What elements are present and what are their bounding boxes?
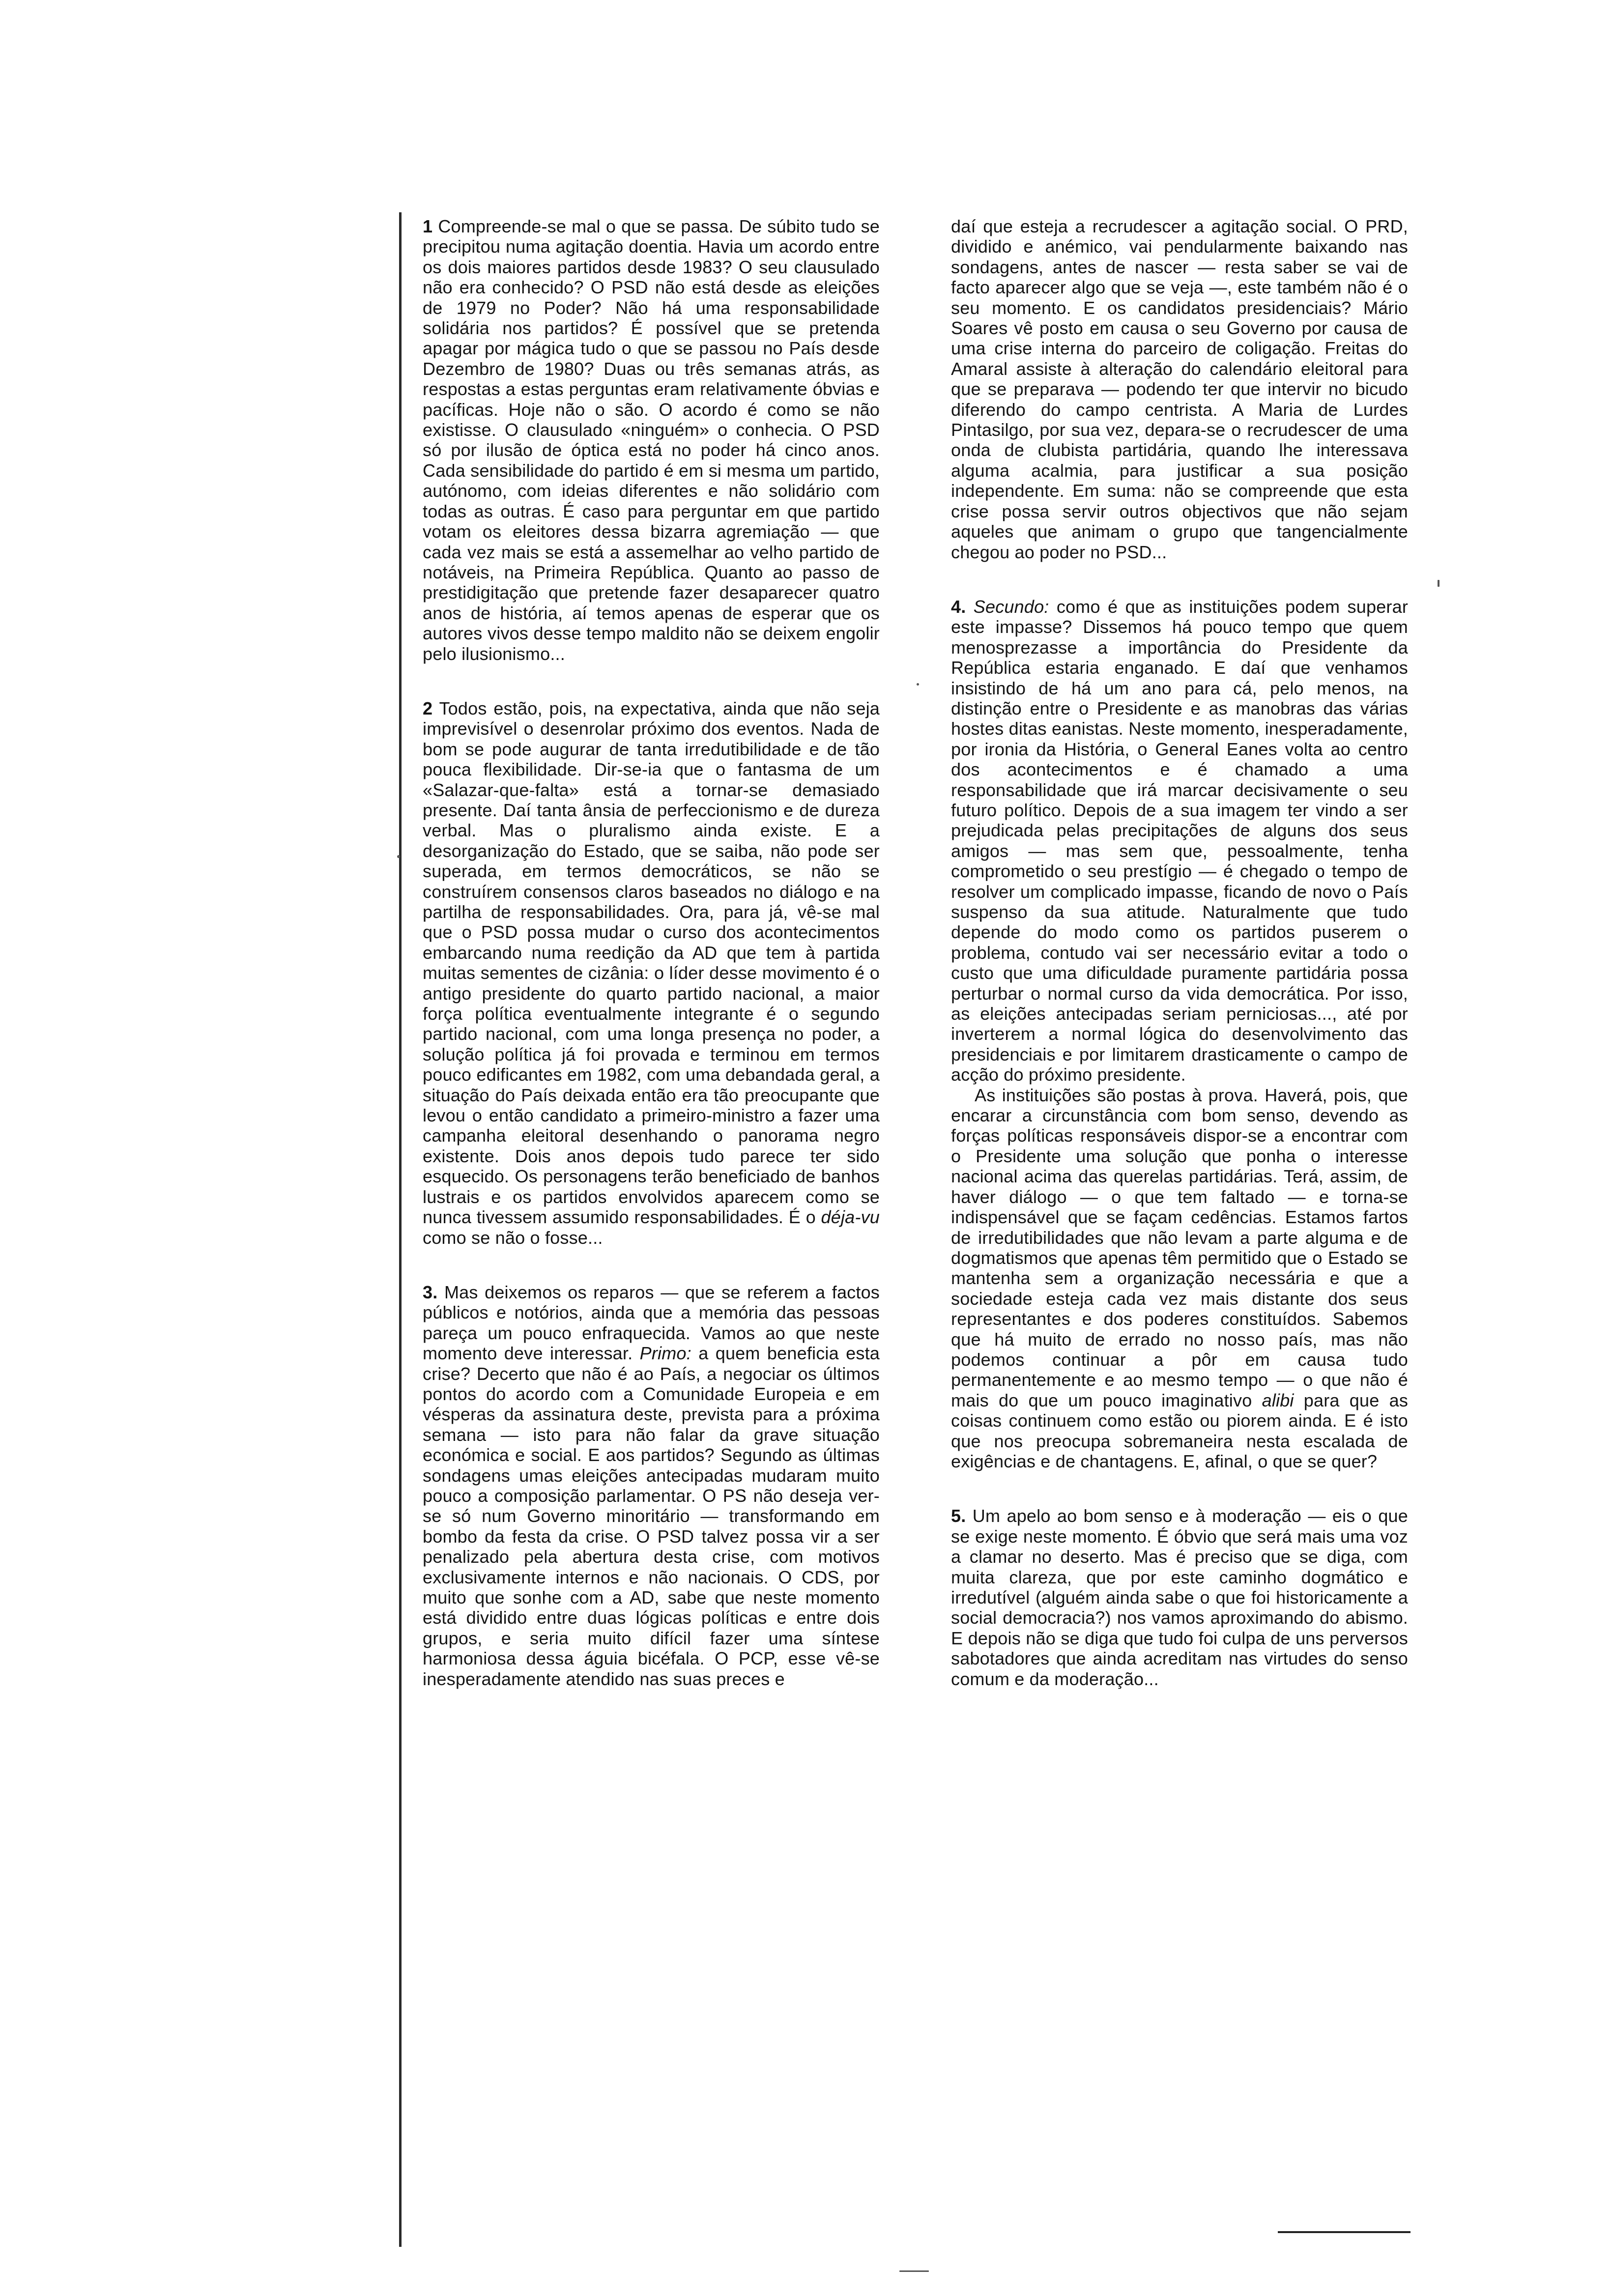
section-2-paragraph — [423, 698, 880, 1248]
section-5-number: 5. — [951, 1506, 966, 1526]
section-2-tail: como se não o fosse... — [423, 1227, 603, 1248]
section-3-text-b: a quem beneficia esta crise? Decerto que não é ao País, a negociar os últimos pontos do acordo com a Comunidade Europeia e em vésperas da assinatura deste, prevista para a próxima semana — isto para não falar da grave situação económica e social. E aos partidos? Segundo as últimas sondagens umas eleições antecipadas mudaram muito pouco a composição parlamentar. O PS não deseja ver-se só num Governo minoritário — transformando em bombo da festa da crise. O PSD talvez possa vir a ser penalizado pela abertura desta crise, com motivos exclusivamente internos e não nacionais. O CDS, por muito que sonhe com a AD, sabe que neste momento está dividido entre duas lógicas políticas e entre dois grupos, e seria muito difícil fazer uma síntese harmoniosa dessa águia bicéfala. O PCP, esse vê-se inesperadamente atendido nas suas preces e — [423, 1343, 880, 1689]
section-3-italic: Primo: — [639, 1343, 691, 1364]
section-4 — [951, 597, 1408, 1471]
section-5-paragraph — [951, 1506, 1408, 1689]
section-4-paragraph-2 — [951, 1085, 1408, 1472]
section-4-number: 4. — [951, 596, 966, 617]
section-3 — [423, 1282, 880, 1689]
section-3-continued-paragraph: daí que esteja a recrudescer a agitação social. O PRD, dividido e anémico, vai pendularmente baixando nas sondagens, antes de nascer — resta saber se vai de facto aparecer algo que se veja —, este também não é o seu momento. E os candidatos presidenciais? Mário Soares vê posto em causa o seu Governo por causa de uma crise interna do parceiro de coligação. Freitas do Amaral assiste à alteração do calendário eleitoral para que se preparava — podendo ter que intervir no bicudo diferendo do campo centrista. A Maria de Lurdes Pintasilgo, por sua vez, depara-se o recrudescer de uma onda de clubista partidária, quando lhe interessava alguma acalmia, para justificar a sua posição independente. Em suma: não se compreende que esta crise possa servir outros objectivos que não sejam aqueles que animam o grupo que tangencialmente chegou ao poder no PSD... — [951, 216, 1408, 562]
scan-speck — [899, 2270, 929, 2272]
section-3-paragraph — [423, 1282, 880, 1689]
section-2-number: 2 — [423, 698, 433, 718]
section-4-italic: Secundo: — [973, 596, 1049, 617]
section-1 — [423, 216, 880, 664]
section-2-italic: déja-vu — [821, 1207, 880, 1228]
right-column — [951, 216, 1408, 1723]
scan-speck — [397, 855, 400, 858]
section-2 — [423, 698, 880, 1248]
section-4-paragraph — [951, 597, 1408, 1085]
section-4-text-3: para que as coisas continuem como estão ou piorem ainda. E é isto que nos preocupa sobremaneira nesta escalada de exigências e de chantagens. E, afinal, o que se quer? — [951, 1390, 1409, 1471]
end-of-article-rule — [1278, 2231, 1410, 2233]
column-margin-rule — [399, 212, 402, 2247]
scan-speck — [1438, 580, 1439, 587]
section-3-number: 3. — [423, 1282, 438, 1302]
scan-speck — [917, 683, 919, 686]
section-1-text: Compreende-se mal o que se passa. De súbito tudo se precipitou numa agitação doentia. Havia um acordo entre os dois maiores partidos desde 1983? O seu clausulado não era conhecido? O PSD não está desde as eleições de 1979 no Poder? Não há uma responsabilidade solidária nos partidos? É possível que se pretenda apagar por mágica tudo o que se passou no País desde Dezembro de 1980? Duas ou três semanas atrás, as respostas a estas perguntas eram relativamente óbvias e pacíficas. Hoje não o são. O acordo é como se não existisse. O clausulado «ninguém» o conhecia. O PSD só por ilusão de óptica está no poder há cinco anos. Cada sensibilidade do partido é em si mesma um partido, autónomo, com ideias diferentes e não solidário com todas as outras. É caso para perguntar em que partido votam os eleitores dessa bizarra agremiação — que cada vez mais se está a assemelhar ao velho partido de notáveis, na Primeira República. Quanto ao passo de prestidigitação que pretende fazer desaparecer quatro anos de história, aí temos apenas de esperar que os autores vivos desse tempo maldito não se deixem engolir pelo ilusionismo... — [423, 216, 880, 664]
section-1-paragraph — [423, 216, 880, 664]
left-column — [423, 216, 880, 1723]
section-3-continued — [951, 216, 1408, 562]
section-4-text: como é que as instituições podem superar este impasse? Dissemos há pouco tempo que quem menosprezasse a importância do Presidente da República estaria enganado. E daí que venhamos insistindo de há um ano para cá, pelo menos, na distinção entre o Presidente e as manobras das várias hostes ditas eanistas. Neste momento, inesperadamente, por ironia da História, o General Eanes volta ao centro dos acontecimentos e é chamado a uma responsabilidade que irá marcar decisivamente o seu futuro político. Depois de a sua imagem ter vindo a ser prejudicada pelas precipitações de alguns dos seus amigos — mas sem que, pessoalmente, tenha comprometido o seu prestígio — é chegado o tempo de resolver um complicado impasse, ficando de novo o País suspenso da sua atitude. Naturalmente que tudo depende do modo como os partidos puserem o problema, contudo vai ser necessário evitar a todo o custo que uma dificuldade puramente partidária possa perturbar o normal curso da vida democrática. Por isso, as eleições antecipadas seriam perniciosas..., até por inverterem a normal lógica do desenvolvimento das presidenciais e por limitarem drasticamente o campo de acção do próximo presidente. — [951, 596, 1409, 1085]
section-2-text: Todos estão, pois, na expectativa, ainda que não seja imprevisível o desenrolar próximo dos eventos. Nada de bom se pode augurar de tanta irredutibilidade e de tão pouca flexibilidade. Dir-se-ia que o fantasma de um «Salazar-que-falta» está a tornar-se demasiado presente. Daí tanta ânsia de perfeccionismo e de dureza verbal. Mas o pluralismo ainda existe. E a desorganização do Estado, que se saiba, não pode ser superada, em termos democráticos, se não se construírem consensos claros baseados no diálogo e na partilha de responsabilidades. Ora, para já, vê-se mal que o PSD possa mudar o curso dos acontecimentos embarcando numa reedição da AD que tem à partida muitas sementes de cizânia: o líder desse movimento é o antigo presidente do quarto partido nacional, a maior força política eventualmente integrante é o segundo partido nacional, com uma longa presença no poder, a solução política já foi provada e terminou em termos pouco edificantes em 1982, com uma debandada geral, a situação do País deixada então era tão preocupante que levou o então candidato a primeiro-ministro a fazer uma campanha eleitoral desenhando o panorama negro existente. Dois anos depois tudo parece ter sido esquecido. Os personagens terão beneficiado de banhos lustrais e os partidos envolvidos aparecem como se nunca tivessem assumido responsabilidades. É o — [423, 698, 880, 1228]
section-5 — [951, 1506, 1408, 1689]
section-5-text: Um apelo ao bom senso e à moderação — eis o que se exige neste momento. É óbvio que será mais uma voz a clamar no deserto. Mas é preciso que se diga, com muita clareza, que por este caminho dogmático e irredutível (alguém ainda sabe o que foi historicamente a social democracia?) nos vamos aproximando do abismo. E depois não se diga que tudo foi culpa de uns perversos sabotadores que ainda acreditam nas virtudes do senso comum e da moderação... — [951, 1506, 1408, 1689]
section-4-text-2: As instituições são postas à prova. Haverá, pois, que encarar a circunstância com bom senso, devendo as forças políticas responsáveis dispor-se a encontrar com o Presidente uma solução que ponha o interesse nacional acima das querelas partidárias. Terá, assim, de haver diálogo — o que tem faltado — e torna-se indispensável que se façam cedências. Estamos fartos de irredutibilidades que não levam a parte alguma e de dogmatismos que apenas têm permitido que o Estado se mantenha sem a organização necessária e que a sociedade esteja cada vez mais distante dos seus representantes e dos poderes constituídos. Sabemos que há muito de errado no nosso país, mas não podemos continuar a pôr em causa tudo permanentemente e ao mesmo tempo — o que não é mais do que um pouco imaginativo — [951, 1085, 1408, 1410]
section-4-italic-2: alibi — [1262, 1390, 1294, 1410]
section-1-number: 1 — [423, 216, 433, 236]
section-3-text-a: Mas deixemos os reparos — que se referem a factos públicos e notórios, ainda que a memória das pessoas pareça um pouco enfraquecida. Vamos ao que neste momento deve interessar. — [423, 1282, 880, 1364]
